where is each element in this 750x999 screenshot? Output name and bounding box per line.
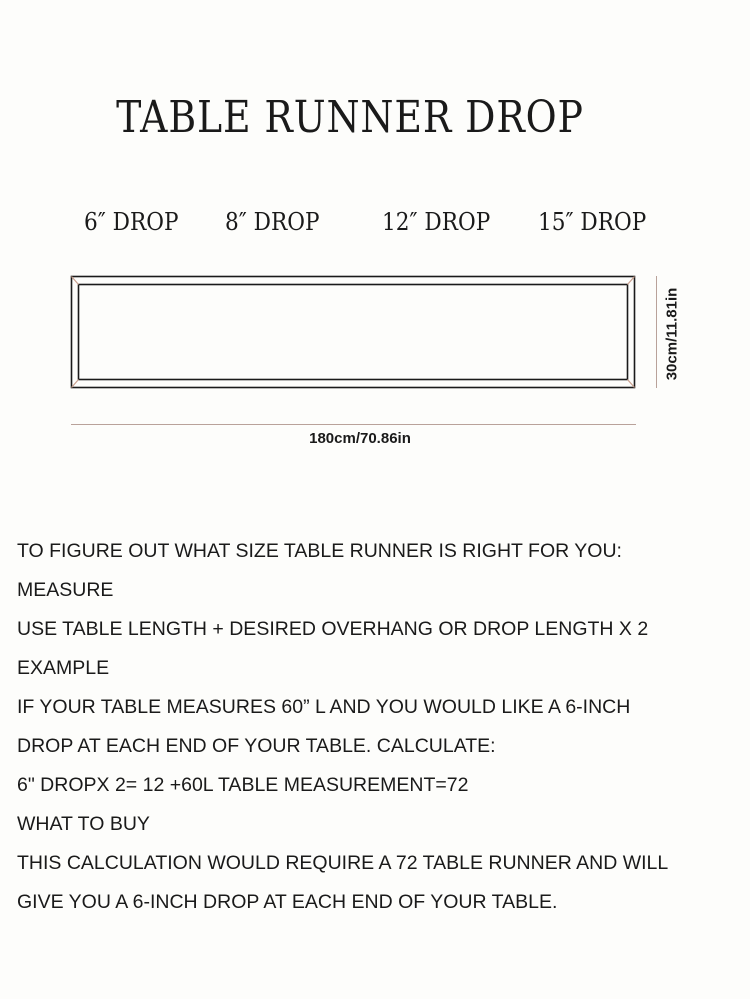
width-dimension-label: 180cm/70.86in [309, 430, 411, 447]
instruction-line-buy-1: THIS CALCULATION WOULD REQUIRE A 72 TABLE RUNNER AND WILL [17, 852, 669, 874]
drop-label-12: 12″ DROP [382, 208, 491, 236]
instruction-line-buy-heading: WHAT TO BUY [17, 813, 150, 835]
drop-label-15: 15″ DROP [538, 208, 647, 236]
instruction-line-calculation: 6" DROPX 2= 12 +60L TABLE MEASUREMENT=72 [17, 774, 469, 796]
height-dimension-label: 30cm/11.81in [663, 287, 681, 381]
corner-accents [72, 277, 635, 388]
drop-label-8: 8″ DROP [225, 208, 320, 236]
instruction-line-example-1: IF YOUR TABLE MEASURES 60” L AND YOU WOULD LIKE A 6-INCH [17, 696, 631, 718]
instruction-line-example-heading: EXAMPLE [17, 657, 110, 679]
instruction-line-example-2: DROP AT EACH END OF YOUR TABLE. CALCULATE: [17, 735, 496, 757]
instructions-block [17, 532, 745, 922]
table-runner-diagram [0, 0, 750, 460]
instruction-line-measure-heading: MEASURE [17, 579, 114, 601]
instruction-line-buy-2: GIVE YOU A 6-INCH DROP AT EACH END OF YOUR TABLE. [17, 891, 558, 913]
runner-outer-border [72, 277, 635, 388]
page-title: TABLE RUNNER DROP [116, 92, 584, 143]
instruction-line-formula: USE TABLE LENGTH + DESIRED OVERHANG OR DROP LENGTH X 2 [17, 618, 649, 640]
drop-label-6: 6″ DROP [84, 208, 179, 236]
instruction-line-intro: TO FIGURE OUT WHAT SIZE TABLE RUNNER IS RIGHT FOR YOU: [17, 540, 622, 562]
runner-inner-border [79, 285, 628, 380]
